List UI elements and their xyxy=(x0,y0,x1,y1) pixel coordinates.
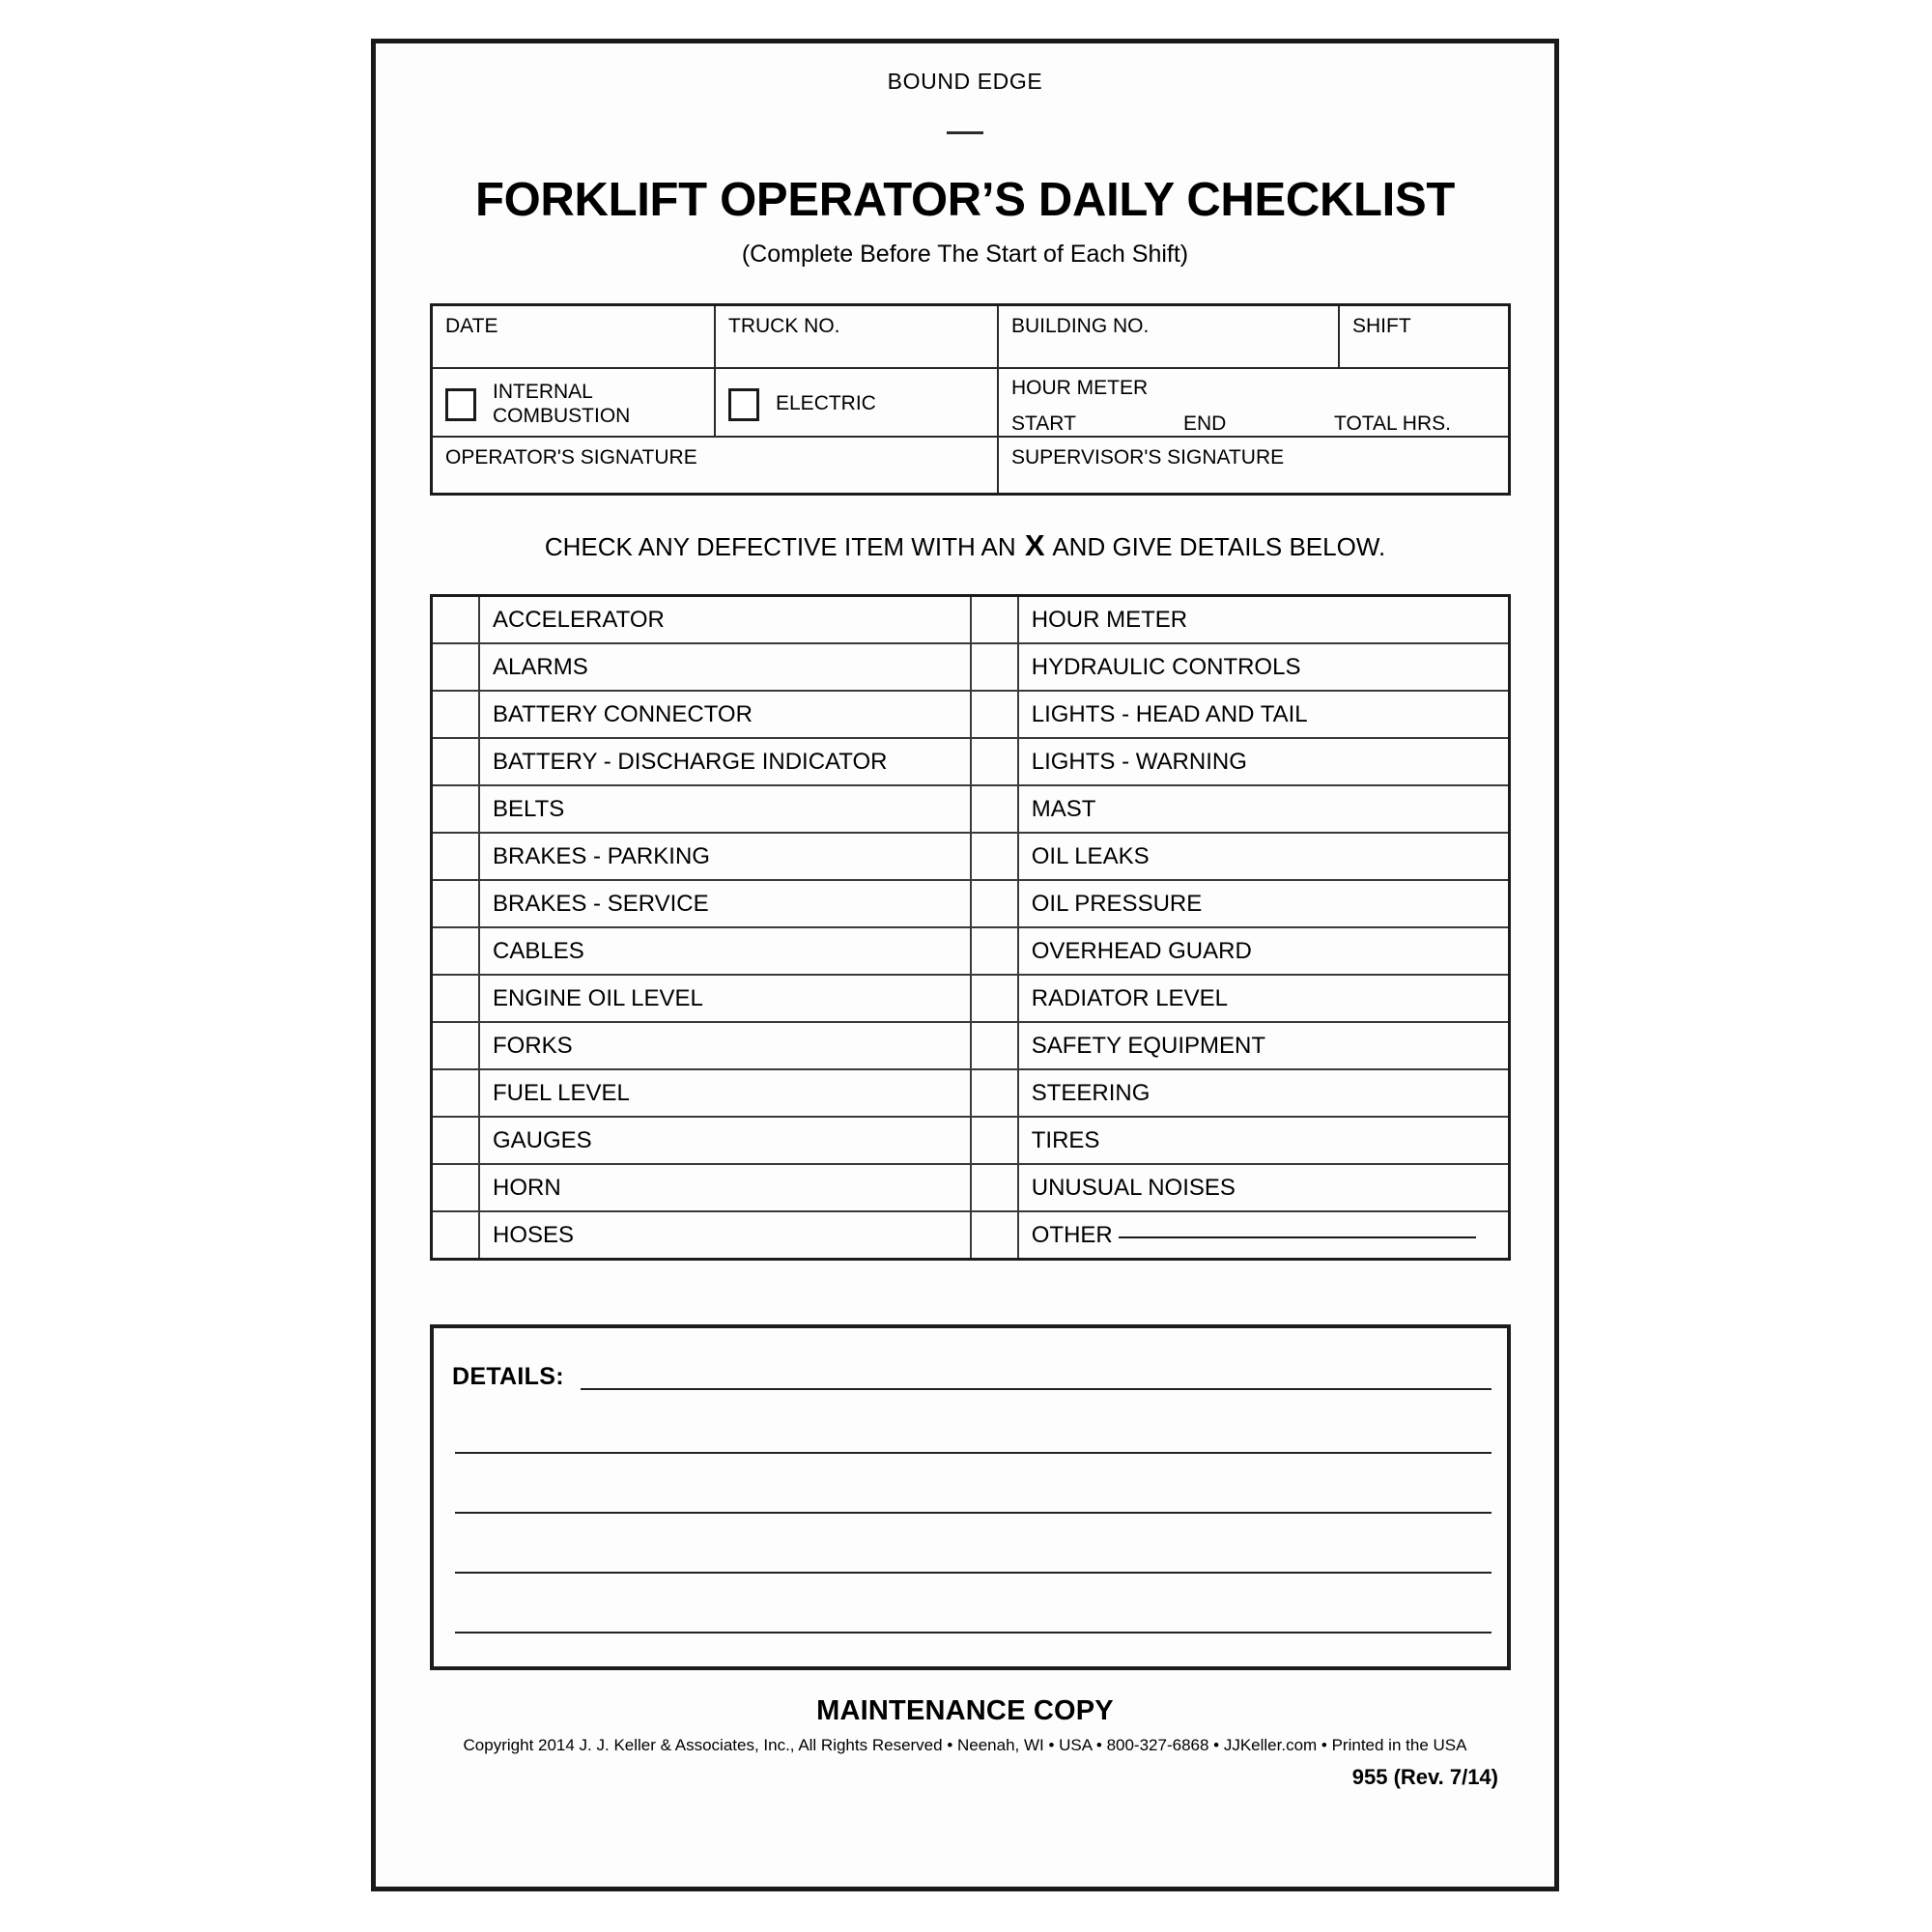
checklist-item-right-10: STEERING xyxy=(1018,1069,1510,1117)
checklist-item-right-4: MAST xyxy=(1018,785,1510,833)
header-info-table xyxy=(430,303,1511,496)
instruction-suffix: AND GIVE DETAILS BELOW. xyxy=(1046,532,1386,562)
checklist-defect-checkbox-right-4[interactable] xyxy=(971,785,1018,833)
checklist-defect-checkbox-left-6[interactable] xyxy=(432,880,480,927)
table-row xyxy=(432,927,1510,975)
electric-label: ELECTRIC xyxy=(776,392,876,415)
checklist-defect-checkbox-left-4[interactable] xyxy=(432,785,480,833)
building-no-label: BUILDING NO. xyxy=(1011,315,1150,337)
checklist-item-right-8: RADIATOR LEVEL xyxy=(1018,975,1510,1022)
electric-cell[interactable] xyxy=(715,368,998,437)
table-row xyxy=(432,833,1510,880)
checklist-item-right-5: OIL LEAKS xyxy=(1018,833,1510,880)
form-code: 955 (Rev. 7/14) xyxy=(1351,1765,1498,1790)
instruction-x-mark: X xyxy=(1024,528,1045,563)
date-field-cell[interactable] xyxy=(432,305,716,369)
checklist-item-right-1: HYDRAULIC CONTROLS xyxy=(1018,643,1510,691)
bound-edge-label: BOUND EDGE xyxy=(887,69,1043,94)
operator-signature-cell[interactable] xyxy=(432,437,999,495)
checklist-defect-checkbox-right-3[interactable] xyxy=(971,738,1018,785)
table-row xyxy=(432,738,1510,785)
checklist-item-left-9: FORKS xyxy=(479,1022,971,1069)
table-row xyxy=(432,368,1510,437)
details-write-line-5[interactable] xyxy=(455,1632,1492,1634)
checklist-item-left-3: BATTERY - DISCHARGE INDICATOR xyxy=(479,738,971,785)
details-write-line-2[interactable] xyxy=(455,1452,1492,1454)
checklist-defect-checkbox-left-11[interactable] xyxy=(432,1117,480,1164)
other-write-in-rule[interactable] xyxy=(1119,1236,1476,1238)
checklist-item-left-6: BRAKES - SERVICE xyxy=(479,880,971,927)
internal-combustion-label xyxy=(493,381,630,429)
checklist-item-right-6: OIL PRESSURE xyxy=(1018,880,1510,927)
table-row xyxy=(432,437,1510,495)
checklist-defect-checkbox-left-8[interactable] xyxy=(432,975,480,1022)
checklist-defect-checkbox-right-10[interactable] xyxy=(971,1069,1018,1117)
instruction-line xyxy=(430,528,1500,563)
supervisor-signature-label: SUPERVISOR'S SIGNATURE xyxy=(1011,446,1285,469)
checklist-item-left-0: ACCELERATOR xyxy=(479,596,971,644)
shift-label: SHIFT xyxy=(1352,315,1411,337)
checklist-defect-checkbox-left-7[interactable] xyxy=(432,927,480,975)
checklist-item-right-7: OVERHEAD GUARD xyxy=(1018,927,1510,975)
checklist-item-label: OTHER xyxy=(1031,1221,1113,1248)
instruction-prefix: CHECK ANY DEFECTIVE ITEM WITH AN xyxy=(544,532,1023,562)
checklist-item-left-2: BATTERY CONNECTOR xyxy=(479,691,971,738)
page-subtitle: (Complete Before The Start of Each Shift) xyxy=(741,241,1189,268)
table-row xyxy=(432,1069,1510,1117)
details-write-line-4[interactable] xyxy=(455,1572,1492,1574)
date-label: DATE xyxy=(445,315,498,337)
checklist-item-left-11: GAUGES xyxy=(479,1117,971,1164)
details-write-line-3[interactable] xyxy=(455,1512,1492,1514)
checklist-defect-checkbox-left-9[interactable] xyxy=(432,1022,480,1069)
table-row xyxy=(432,1117,1510,1164)
page-title: FORKLIFT OPERATOR’S DAILY CHECKLIST xyxy=(474,174,1456,226)
checklist-table xyxy=(430,594,1511,1261)
label-line-1: INTERNAL xyxy=(493,380,593,403)
checklist-defect-checkbox-right-1[interactable] xyxy=(971,643,1018,691)
table-row xyxy=(432,596,1510,644)
checklist-item-right-0: HOUR METER xyxy=(1018,596,1510,644)
copy-type-title: MAINTENANCE COPY xyxy=(816,1695,1114,1727)
checklist-defect-checkbox-left-1[interactable] xyxy=(432,643,480,691)
checklist-defect-checkbox-right-7[interactable] xyxy=(971,927,1018,975)
checklist-item-left-5: BRAKES - PARKING xyxy=(479,833,971,880)
table-row xyxy=(432,785,1510,833)
checklist-defect-checkbox-right-6[interactable] xyxy=(971,880,1018,927)
checklist-defect-checkbox-left-5[interactable] xyxy=(432,833,480,880)
checklist-defect-checkbox-right-9[interactable] xyxy=(971,1022,1018,1069)
checkbox-electric[interactable] xyxy=(728,388,759,421)
checklist-defect-checkbox-left-3[interactable] xyxy=(432,738,480,785)
checklist-defect-checkbox-left-0[interactable] xyxy=(432,596,480,644)
operator-signature-label: OPERATOR'S SIGNATURE xyxy=(445,446,697,469)
hour-meter-start-label: START xyxy=(1011,412,1076,436)
table-row xyxy=(432,1164,1510,1211)
building-no-field-cell[interactable] xyxy=(998,305,1339,369)
details-label: DETAILS: xyxy=(452,1363,564,1391)
hour-meter-cell[interactable] xyxy=(998,368,1510,437)
label-line-2: COMBUSTION xyxy=(493,404,631,427)
checklist-item-left-13: HOSES xyxy=(479,1211,971,1260)
form-sheet xyxy=(371,39,1559,1891)
form-content xyxy=(376,43,1554,1887)
table-row xyxy=(432,975,1510,1022)
table-row xyxy=(432,691,1510,738)
checklist-item-left-12: HORN xyxy=(479,1164,971,1211)
internal-combustion-cell[interactable] xyxy=(432,368,716,437)
checklist-defect-checkbox-left-10[interactable] xyxy=(432,1069,480,1117)
checklist-item-left-10: FUEL LEVEL xyxy=(479,1069,971,1117)
supervisor-signature-cell[interactable] xyxy=(998,437,1510,495)
checkbox-internal-combustion[interactable] xyxy=(445,388,476,421)
checklist-defect-checkbox-right-11[interactable] xyxy=(971,1117,1018,1164)
checklist-defect-checkbox-right-12[interactable] xyxy=(971,1164,1018,1211)
checklist-item-left-8: ENGINE OIL LEVEL xyxy=(479,975,971,1022)
truck-no-label: TRUCK NO. xyxy=(728,315,840,337)
details-write-line-1[interactable] xyxy=(581,1388,1492,1390)
checklist-defect-checkbox-left-2[interactable] xyxy=(432,691,480,738)
checklist-item-right-3: LIGHTS - WARNING xyxy=(1018,738,1510,785)
shift-field-cell[interactable] xyxy=(1339,305,1510,369)
table-row xyxy=(432,643,1510,691)
checklist-item-right-9: SAFETY EQUIPMENT xyxy=(1018,1022,1510,1069)
table-row xyxy=(432,1211,1510,1260)
checklist-item-left-4: BELTS xyxy=(479,785,971,833)
copyright-notice: Copyright 2014 J. J. Keller & Associates, Inc., All Rights Reserved • Neenah, WI • USA • 800-327-6868 • JJKeller.com • Printed in the USA xyxy=(463,1736,1467,1755)
hour-meter-title: HOUR METER xyxy=(1011,377,1149,399)
checklist-defect-checkbox-left-12[interactable] xyxy=(432,1164,480,1211)
truck-no-field-cell[interactable] xyxy=(715,305,998,369)
checklist-defect-checkbox-right-5[interactable] xyxy=(971,833,1018,880)
table-row xyxy=(432,305,1510,369)
checklist-item-right-2: LIGHTS - HEAD AND TAIL xyxy=(1018,691,1510,738)
hour-meter-end-label: END xyxy=(1183,412,1227,436)
table-row xyxy=(432,880,1510,927)
checklist-defect-checkbox-right-2[interactable] xyxy=(971,691,1018,738)
table-row xyxy=(432,1022,1510,1069)
checklist-item-right-13 xyxy=(1018,1211,1510,1260)
checklist-item-left-7: CABLES xyxy=(479,927,971,975)
hour-meter-total-label: TOTAL HRS. xyxy=(1334,412,1451,436)
dash-rule-divider xyxy=(947,131,983,134)
checklist-item-left-1: ALARMS xyxy=(479,643,971,691)
checklist-item-right-11: TIRES xyxy=(1018,1117,1510,1164)
checklist-defect-checkbox-left-13[interactable] xyxy=(432,1211,480,1260)
checklist-defect-checkbox-right-8[interactable] xyxy=(971,975,1018,1022)
checklist-item-right-12: UNUSUAL NOISES xyxy=(1018,1164,1510,1211)
checklist-defect-checkbox-right-0[interactable] xyxy=(971,596,1018,644)
checklist-defect-checkbox-right-13[interactable] xyxy=(971,1211,1018,1260)
details-box[interactable] xyxy=(430,1324,1511,1670)
